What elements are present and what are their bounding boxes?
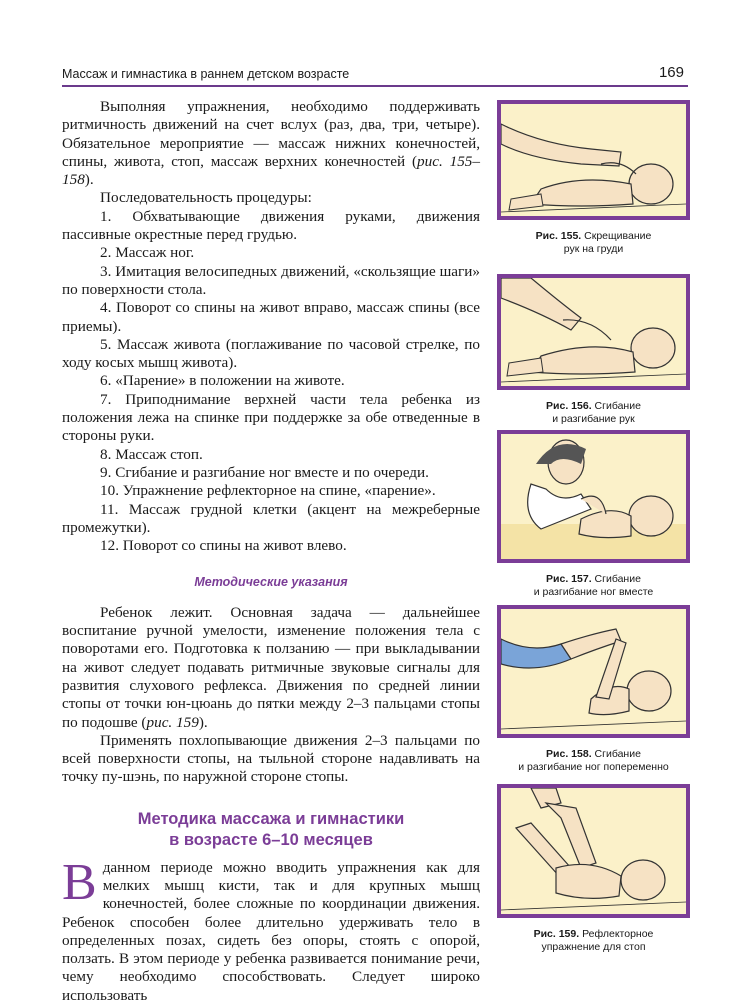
list-item: 7. Приподнимание верхней части тела ребенка из положения лежа на спинке при поддержке за обе отведенные в стороны руки. <box>62 390 480 445</box>
figure-157 <box>497 430 690 598</box>
list-item: 11. Массаж грудной клетки (акцент на межреберные промежутки). <box>62 500 480 536</box>
methodical-paragraph-2: Применять похлопывающие движения 2–3 пальцами по всей поверхности стопы, на тыльной стороне надавливать на точку пу-шэнь, по наружной стороне стопы. <box>62 731 480 786</box>
figure-caption: Рис. 155. Скрещивание рук на груди <box>535 230 652 255</box>
figure-156 <box>497 274 690 425</box>
list-item: 2. Массаж ног. <box>100 244 195 262</box>
list-item: 12. Поворот со спины на живот влево. <box>100 537 347 555</box>
intro-paragraph: Выполняя упражнения, необходимо поддерживать ритмичность движений на счет вслух (раз, два, три, четыре). Обязательное мероприятие — массаж нижних конечностей, спины, живота, стоп, массаж верхних конечностей (рис. 155–158). <box>62 98 480 189</box>
drop-cap: В <box>62 853 97 911</box>
list-item: 8. Массаж стоп. <box>100 445 203 463</box>
figure-image <box>497 100 690 220</box>
figure-caption: Рис. 156. Сгибание и разгибание рук <box>546 400 641 425</box>
baby-massage-illustration-icon <box>501 278 686 386</box>
procedure-lead: Последовательность процедуры: <box>100 189 312 207</box>
figure-155 <box>497 100 690 255</box>
figure-image <box>497 605 690 738</box>
running-header <box>62 64 688 86</box>
list-item: 1. Обхватывающие движения руками, движения пассивные окрестные перед грудью. <box>62 207 480 244</box>
figure-image <box>497 430 690 563</box>
list-item: 5. Массаж живота (поглаживание по часовой стрелке, по ходу косых мышц живота). <box>62 335 480 372</box>
baby-massage-illustration-icon <box>501 434 686 559</box>
figure-image <box>497 784 690 918</box>
figure-caption: Рис. 159. Рефлекторное упражнение для стоп <box>533 928 654 953</box>
procedure-steps <box>62 208 480 556</box>
header-rule <box>62 85 688 87</box>
list-item: 3. Имитация велосипедных движений, «скользящие шаги» по поверхности стола. <box>62 262 480 298</box>
figure-image <box>497 274 690 390</box>
main-text-column <box>62 98 480 1005</box>
methodical-heading: Методические указания <box>194 575 348 590</box>
baby-massage-illustration-icon <box>501 609 686 734</box>
figure-reference[interactable]: рис. 159 <box>146 713 199 731</box>
page-number: 169 <box>658 64 684 81</box>
baby-massage-illustration-icon <box>501 104 686 216</box>
figure-caption: Рис. 158. Сгибание и разгибание ног попеременно <box>518 748 669 773</box>
figure-158 <box>497 605 690 773</box>
list-item: 4. Поворот со спины на живот вправо, массаж спины (все приемы). <box>62 299 480 335</box>
baby-massage-illustration-icon <box>501 788 686 914</box>
section-heading: Методика массажа и гимнастики в возрасте 6–10 месяцев <box>137 809 405 849</box>
chapter-title: Массаж и гимнастика в раннем детском возрасте <box>62 67 350 81</box>
methodical-paragraph: Ребенок лежит. Основная задача — дальнейшее воспитание ручной умелости, изменение положения тела с поворотами его. Подготовка к ползанию — при выкладывании на живот следует подавать ритмичные звуковые сигналы для развития слухового рефлекса. Движения по средней линии стопы от точки юн-цюань до пятки между 2–3 пальцами стопы по подошве (рис. 159). <box>62 603 480 731</box>
list-item: 6. «Парение» в положении на животе. <box>100 372 345 390</box>
figure-reference[interactable]: рис. 155–158 <box>62 152 480 189</box>
figure-159 <box>497 784 690 953</box>
list-item: 10. Упражнение рефлекторное на спине, «парение». <box>100 482 436 500</box>
figure-caption: Рис. 157. Сгибание и разгибание ног вместе <box>533 573 654 598</box>
section-body: Вданном периоде можно вводить упражнения как для мелких мышц кисти, так и для крупных мышц конечностей, более сложные по координации движения. Ребенок способен более длительно удерживать тело в определенных позах, сидеть без опоры, стоять с опорой, ползать. В этом периоде у ребенка развивается понимание речи, чему необходимо способствовать. Следует широко использовать <box>62 853 480 1004</box>
list-item: 9. Сгибание и разгибание ног вместе и по очереди. <box>100 463 429 481</box>
